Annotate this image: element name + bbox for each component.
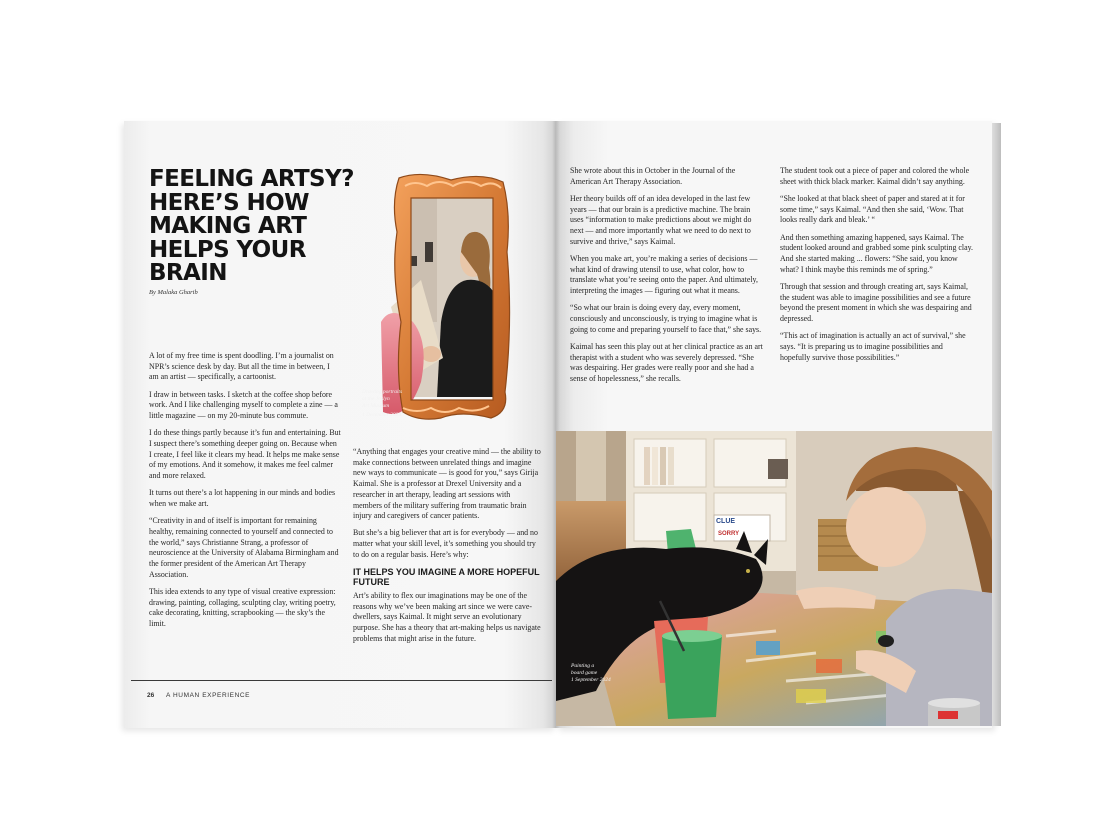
- framed-portrait-photo: [381, 172, 511, 424]
- byline: By Malaka Gharib: [149, 289, 198, 296]
- portrait-caption: [362, 389, 422, 419]
- paragraph: Art’s ability to flex our imaginations may be one of the reasons why we’ve been making art since we were cave-dwellers, says Kaimal. It might serve an evolutionary purpose. She has a theory that art-making helps us navigate problems that might arise in the future.: [353, 591, 541, 643]
- caption-line: 1 September 2024: [571, 677, 611, 683]
- paragraph: “She looked at that black sheet of paper and stared at it for some time,” says Kaimal. “And then she said, ‘Wow. That looks really dark and bleak.’ “: [780, 193, 965, 225]
- paragraph: A lot of my free time is spent doodling. I’m a journalist on NPR’s science desk by day. But all the time in between, I am an artist — specifically, a cartoonist.: [149, 351, 334, 382]
- paragraph: This idea extends to any type of visual creative expression: drawing, painting, collaging, sculpting clay, writing poetry, cake decorating, knitting, scrapbooking — the sky’s the limit.: [149, 586, 336, 628]
- paragraph: “Anything that engages your creative mind — the ability to make connections between unrelated things and imagine new ways to communicate — is good for you,” says Girija Kaimal. She is a professor at Drexel University and a researcher in art therapy, leading art sessions with members of the military suffering from traumatic brain injury and caregivers of cancer patients.: [353, 447, 541, 521]
- paragraph: The student took out a piece of paper and colored the whole sheet with thick black marker. Kaimal didn’t say anything.: [780, 166, 970, 186]
- paragraph: “So what our brain is doing every day, every moment, consciously and unconsciously, is trying to imagine what is going to come and preparing yourself to face that,” she says.: [570, 303, 762, 334]
- caption-line: Drawing portraits: [362, 389, 403, 395]
- paragraph: And then something amazing happened, says Kaimal. The student looked around and grabbed some pink sculpting clay. And she started making ... flowers: “She said, you know what? I think maybe this reminds me of spring.”: [780, 232, 973, 274]
- caption-line: at the Joslyn: [362, 396, 390, 402]
- paragraph: When you make art, you’re making a series of decisions — what kind of drawing utensil to use, what color, how to translate what you’re seeing onto the paper. And ultimately, interpreting the images — figuring out what it means.: [570, 253, 758, 296]
- right-column-1: [570, 166, 765, 391]
- board-game-caption: [571, 663, 631, 684]
- subhead: IT HELPS YOU IMAGINE A MORE HOPEFUL FUTURE: [353, 567, 540, 588]
- caption-line: board game: [571, 670, 598, 676]
- paragraph: I draw in between tasks. I sketch at the coffee shop before work. And I like challenging myself to complete a zine — a little magazine — on my 20-minute bus commute.: [149, 389, 338, 421]
- left-column-1: [149, 351, 341, 636]
- paragraph: “This act of imagination is actually an act of survival,” she says. “It is preparing us to imagine possibilities and hopefully survive those possibilities.”: [780, 331, 966, 362]
- section-name: A HUMAN EXPERIENCE: [166, 692, 251, 699]
- paragraph: I do these things partly because it’s fun and entertaining. But I suspect there’s something deeper going on. Because when I create, I feel like it clears my head. It helps me make sense of my emotions. And it somehow, it makes me feel calmer and more relaxed.: [149, 428, 341, 481]
- paragraph: She wrote about this in October in the Journal of the American Art Therapy Association.: [570, 166, 736, 186]
- left-column-2: [353, 447, 541, 651]
- paragraph: Through that session and through creating art, says Kaimal, the student was able to imagine possibilities and see a future beyond the present moment in which she was despairing and depressed.: [780, 281, 972, 323]
- right-column-2: [780, 166, 975, 370]
- paragraph: But she’s a big believer that art is for everybody — and no matter what your skill level, it’s something you should try to do on a regular basis. Here’s why:: [353, 528, 538, 559]
- caption-line: Painting a: [571, 663, 595, 669]
- paragraph: Kaimal has seen this play out at her clinical practice as an art therapist with a student who was severely depressed. “She was despairing. Her grades were really poor and she had a sense of hopelessness,” she recalls.: [570, 341, 763, 383]
- caption-line: 1 December 2024: [362, 412, 402, 418]
- paragraph: It turns out there’s a lot happening in our minds and bodies when we make art.: [149, 488, 336, 508]
- caption-line: Art Museum: [362, 403, 390, 409]
- game-box-label: CLUE: [716, 518, 736, 525]
- headline: FEELING ARTSY? HERE’S HOW MAKING ART HELPS YOUR BRAIN: [149, 166, 354, 286]
- page-number: 26: [147, 692, 155, 699]
- paragraph: Her theory builds off of an idea developed in the last few years — that our brain is a predictive machine. The brain uses “information to make predictions about we might do next — and more importantly what we need to do next to survive and thrive,” says Kaimal.: [570, 193, 752, 246]
- game-box-label-2: SORRY: [718, 531, 740, 537]
- footer-rule: [131, 680, 552, 681]
- page-edge: [992, 123, 1001, 726]
- paragraph: “Creativity in and of itself is important for remaining healthy, remaining connected to yourself and connected to the world,” says Christianne Strang, a professor of neuroscience at the University of Alabama Birmingham and the former president of the American Art Therapy Association.: [149, 516, 339, 579]
